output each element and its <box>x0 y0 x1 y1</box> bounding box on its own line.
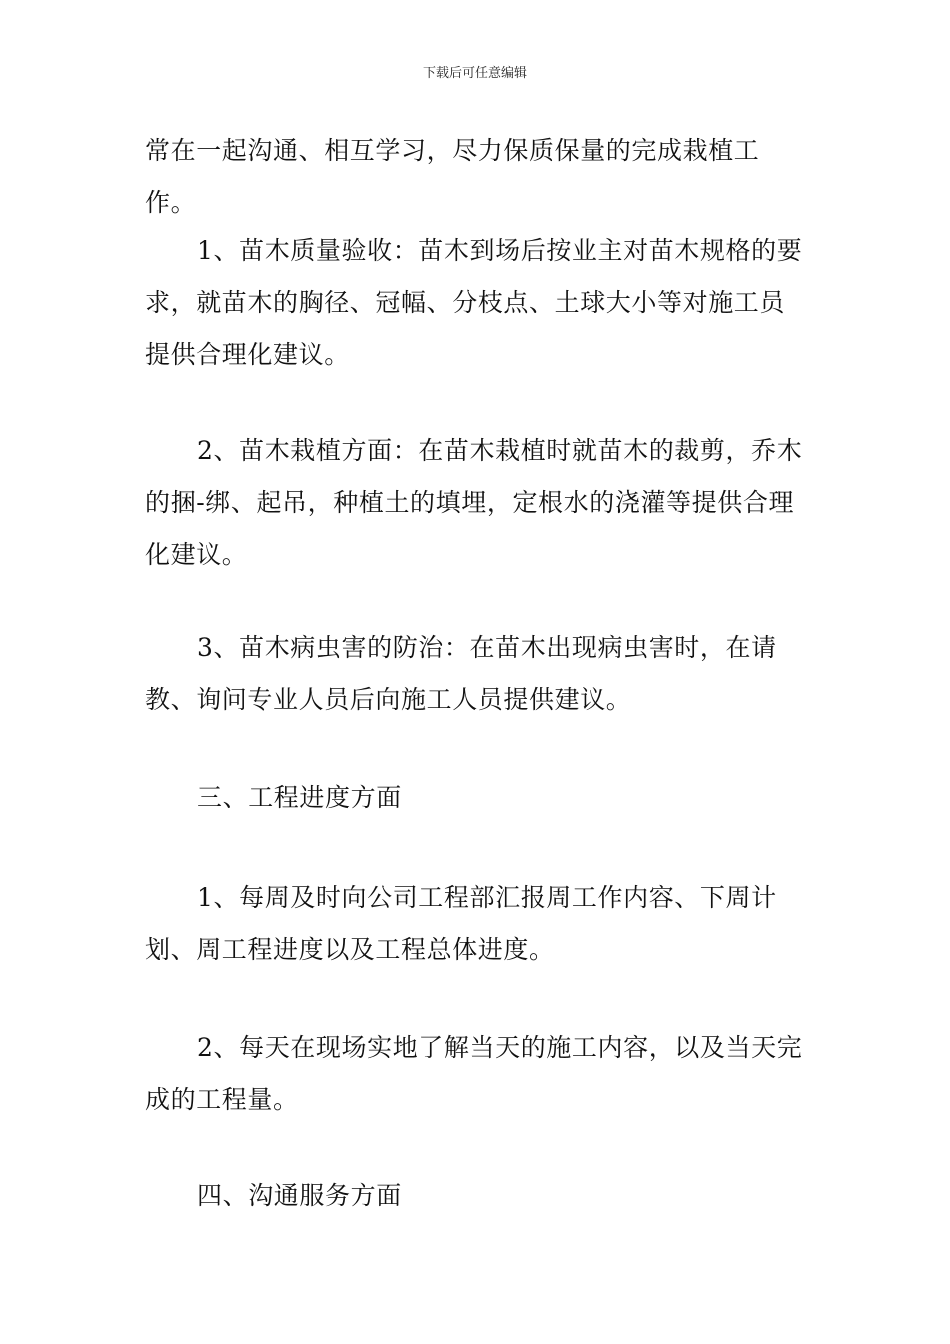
paragraph-pest-control: 3、苗木病虫害的防治：在苗木出现病虫害时，在请教、询问专业人员后向施工人员提供建议。 <box>145 633 777 714</box>
section-heading-progress: 三、工程进度方面 <box>197 783 402 812</box>
paragraph-weekly-report: 1、每周及时向公司工程部汇报周工作内容、下周计划、周工程进度以及工程总体进度。 <box>145 883 777 964</box>
paragraph-seedling-planting: 2、苗木栽植方面：在苗木栽植时就苗木的裁剪，乔木的捆-绑、起吊，种植土的填埋，定根水的浇灌等提供合理化建议。 <box>145 436 803 569</box>
header-note: 下载后可任意编辑 <box>422 66 527 81</box>
section-heading-communication: 四、沟通服务方面 <box>197 1181 402 1210</box>
paragraph-daily-check: 2、每天在现场实地了解当天的施工内容，以及当天完成的工程量。 <box>145 1033 803 1114</box>
paragraph-seedling-quality: 1、苗木质量验收：苗木到场后按业主对苗木规格的要求，就苗木的胸径、冠幅、分枝点、土球大小等对施工员提供合理化建议。 <box>145 236 803 369</box>
paragraph-continuation: 常在一起沟通、相互学习，尽力保质保量的完成栽植工作。 <box>145 136 760 217</box>
